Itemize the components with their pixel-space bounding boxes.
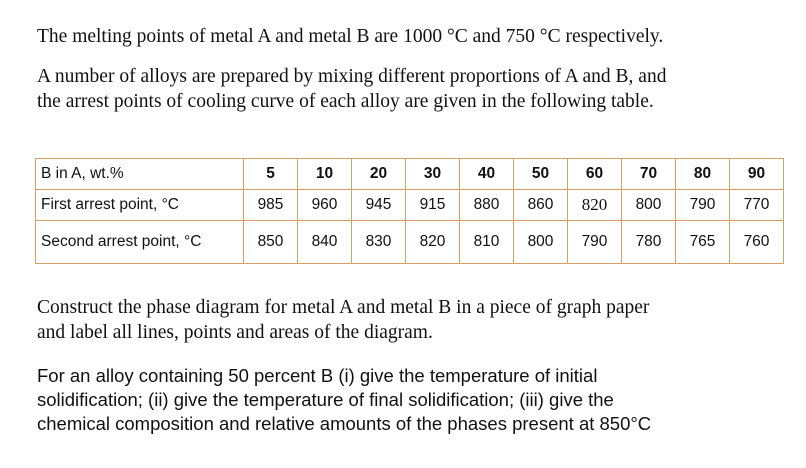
- composition-cell: 60: [568, 159, 622, 190]
- table-cell: 985: [244, 190, 298, 221]
- table-cell: 820: [406, 221, 460, 264]
- header-label-cell: B in A, wt.%: [36, 159, 244, 190]
- table-cell: 850: [244, 221, 298, 264]
- table-header-row: [36, 159, 784, 190]
- intro-alloy-line-1: A number of alloys are prepared by mixing different proportions of A and B, and: [37, 66, 667, 87]
- table-row-second-arrest: [36, 221, 784, 264]
- composition-cell: 10: [298, 159, 352, 190]
- intro-alloy-line-2: the arrest points of cooling curve of each alloy are given in the following table.: [37, 91, 654, 112]
- table-cell: 880: [460, 190, 514, 221]
- table-row-first-arrest: [36, 190, 784, 221]
- question-line-2: solidification; (ii) give the temperature of final solidification; (iii) give the: [37, 389, 614, 410]
- table-cell: 765: [676, 221, 730, 264]
- composition-cell: 50: [514, 159, 568, 190]
- intro-melting-points: The melting points of metal A and metal B are 1000 °C and 750 °C respectively.: [37, 26, 664, 47]
- composition-cell: 5: [244, 159, 298, 190]
- table-cell: 790: [676, 190, 730, 221]
- table-cell: 915: [406, 190, 460, 221]
- row-label-cell: Second arrest point, °C: [36, 221, 244, 264]
- composition-cell: 70: [622, 159, 676, 190]
- composition-cell: 20: [352, 159, 406, 190]
- table-cell: 790: [568, 221, 622, 264]
- table-cell: 760: [730, 221, 784, 264]
- table-cell: 820: [568, 190, 622, 221]
- question-paragraph: [37, 364, 777, 436]
- task-paragraph: [37, 295, 777, 345]
- task-line-2: and label all lines, points and areas of the diagram.: [37, 322, 433, 343]
- arrest-points-table-container: [35, 158, 784, 264]
- table-cell: 770: [730, 190, 784, 221]
- question-line-1: For an alloy containing 50 percent B (i) give the temperature of initial: [37, 365, 598, 386]
- intro-alloy-description: [37, 64, 777, 114]
- task-line-1: Construct the phase diagram for metal A and metal B in a piece of graph paper: [37, 297, 650, 318]
- table-cell: 860: [514, 190, 568, 221]
- composition-cell: 40: [460, 159, 514, 190]
- table-cell: 945: [352, 190, 406, 221]
- composition-cell: 30: [406, 159, 460, 190]
- row-label-cell: First arrest point, °C: [36, 190, 244, 221]
- table-cell: 780: [622, 221, 676, 264]
- composition-cell: 90: [730, 159, 784, 190]
- question-line-3: chemical composition and relative amounts of the phases present at 850°C: [37, 413, 652, 434]
- table-cell: 830: [352, 221, 406, 264]
- arrest-points-table: [35, 158, 784, 264]
- table-cell: 800: [514, 221, 568, 264]
- table-cell: 960: [298, 190, 352, 221]
- table-cell: 810: [460, 221, 514, 264]
- table-cell: 840: [298, 221, 352, 264]
- table-cell: 800: [622, 190, 676, 221]
- composition-cell: 80: [676, 159, 730, 190]
